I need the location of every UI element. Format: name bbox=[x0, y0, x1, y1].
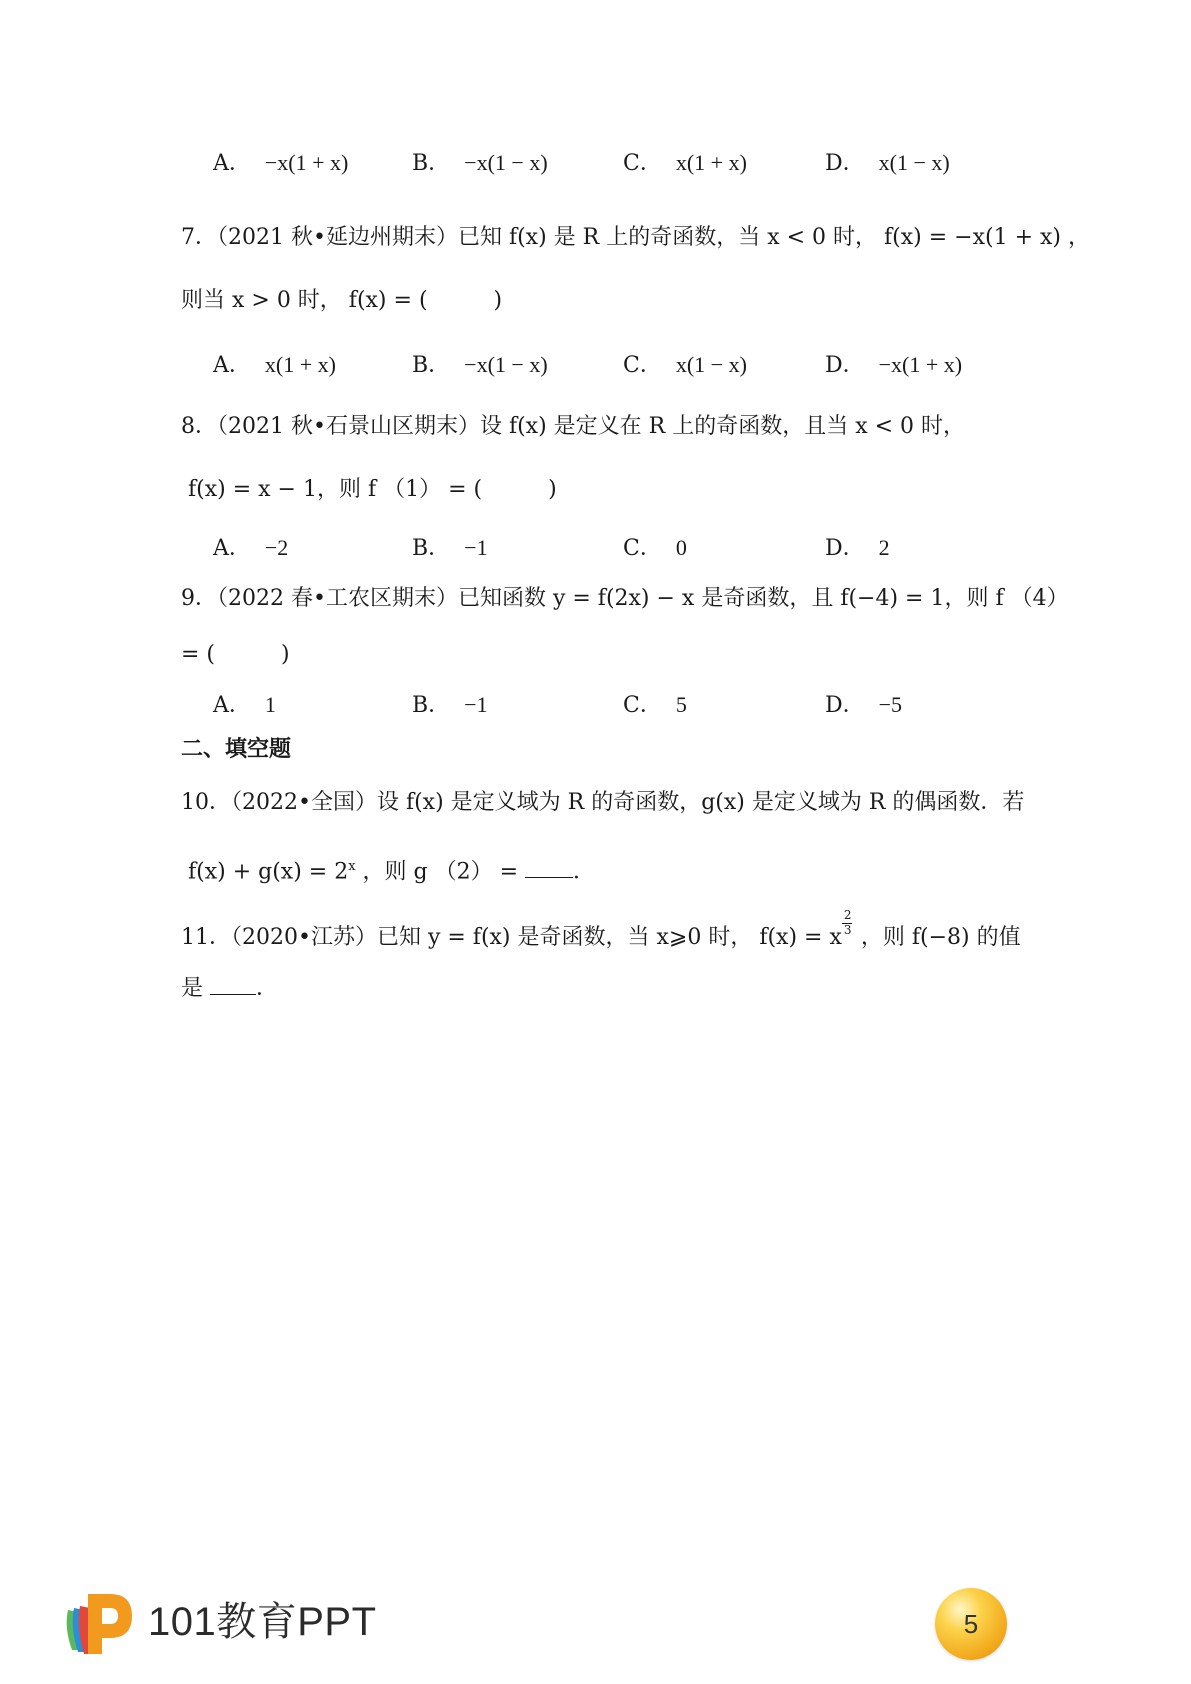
q7-stem-line2: 则当 x > 0 时， f(x) = ( ) bbox=[181, 288, 503, 313]
q8-choice-d: D． 2 bbox=[825, 535, 890, 561]
q6-choice-b: B． −x(1 − x) bbox=[412, 150, 548, 176]
q8-choice-a: A． −2 bbox=[213, 535, 289, 561]
q7-choice-a: A． x(1 + x) bbox=[213, 352, 336, 378]
q11-stem-line1: 11．（2020•江苏）已知 y = f(x) 是奇函数，当 x⩾0 时， f(x) = x $\frac{2}{3}$ ，则 f(−8) 的值 bbox=[181, 923, 1021, 953]
q7-choice-c: C． x(1 − x) bbox=[623, 352, 747, 378]
q6-choices bbox=[213, 148, 1073, 178]
page-number-badge bbox=[935, 1588, 1007, 1660]
q7-choices bbox=[213, 350, 1073, 380]
q9-choice-b: B． −1 bbox=[412, 692, 488, 718]
q11-exponent: $\frac{2}{3}$ bbox=[843, 908, 852, 937]
q9-choices bbox=[213, 690, 1073, 720]
q9-choice-d: D． −5 bbox=[825, 692, 903, 718]
q11-answer-blank[interactable] bbox=[210, 992, 256, 995]
q9-stem-line2: = ( ) bbox=[181, 642, 290, 667]
q7-choice-b: B． −x(1 − x) bbox=[412, 352, 548, 378]
brand-logo-mark-icon bbox=[60, 1588, 140, 1658]
q9-choice-c: C． 5 bbox=[623, 692, 687, 718]
q9-choice-a: A． 1 bbox=[213, 692, 276, 718]
q10-stem-line2: $f(x) + g(x) = 2^x$ ，则 g （2） = ． bbox=[181, 859, 596, 885]
section-fill-in-title: 二、填空题 bbox=[181, 737, 292, 762]
page-number: 5 bbox=[963, 1609, 979, 1639]
q10-answer-blank[interactable] bbox=[525, 875, 573, 878]
brand-logo-text: 101教育PPT bbox=[148, 1600, 377, 1644]
q8-stem-line1: 8．（2021 秋•石景山区期末）设 f(x) 是定义在 R 上的奇函数，且当 x < 0 时， bbox=[181, 414, 966, 439]
q8-choice-c: C． 0 bbox=[623, 535, 687, 561]
q6-choice-c: C． x(1 + x) bbox=[623, 150, 747, 176]
q9-stem-line1: 9．（2022 春•工农区期末）已知函数 y = f(2x) − x 是奇函数，且 f(−4) = 1，则 f （4） bbox=[181, 586, 1069, 611]
q6-choice-d: D． x(1 − x) bbox=[825, 150, 950, 176]
brand-logo bbox=[60, 1588, 380, 1658]
q10-stem-line1: 10．（2022•全国）设 f(x) 是定义域为 R 的奇函数，g(x) 是定义域为 R 的偶函数．若 bbox=[181, 790, 1025, 815]
q6-choice-a: A． −x(1 + x) bbox=[213, 150, 349, 176]
q7-stem-line1: 7．（2021 秋•延边州期末）已知 f(x) 是 R 上的奇函数，当 x < 0 时， f(x) = −x(1 + x) ， bbox=[181, 225, 1090, 250]
q11-stem-line2: 是 ． bbox=[181, 976, 279, 1001]
q8-stem-line2: f(x) = x − 1，则 f （1） = ( ) bbox=[181, 477, 557, 502]
q8-choices bbox=[213, 533, 1073, 563]
q8-choice-b: B． −1 bbox=[412, 535, 488, 561]
q7-choice-d: D． −x(1 + x) bbox=[825, 352, 963, 378]
